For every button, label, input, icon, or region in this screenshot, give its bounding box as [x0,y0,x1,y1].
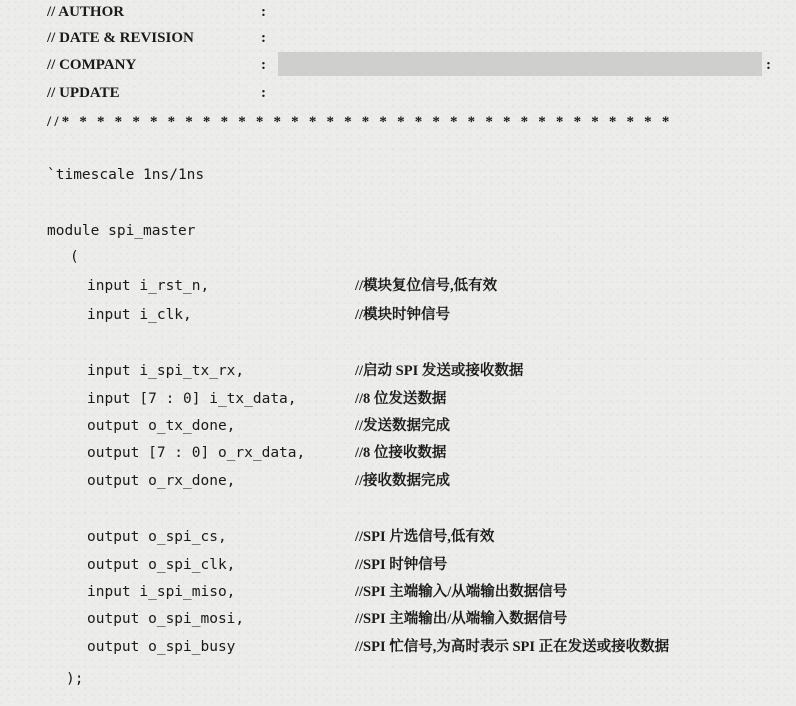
port-declaration: output [7 : 0] o_rx_data, [87,445,306,461]
module-declaration: module spi_master [47,223,196,239]
port-declaration: input [7 : 0] i_tx_data, [87,391,297,407]
port-declaration: output o_spi_cs, [87,529,227,545]
company-end-colon: : [766,57,771,73]
port-line [0,528,796,546]
author-line [0,3,266,21]
port-declaration: output o_spi_mosi, [87,611,245,627]
port-line [0,583,796,601]
author-label: // AUTHOR [47,4,125,20]
date-revision-label: // DATE & REVISION [47,30,194,46]
update-colon: : [261,85,266,101]
port-comment: //8 位接收数据 [355,445,447,461]
redacted-company-box [278,52,762,76]
port-comment: //SPI 主端输入/从端输出数据信号 [355,584,568,600]
port-line [0,610,796,628]
port-comment: //接收数据完成 [355,473,451,489]
open-paren: ( [70,249,79,265]
port-declaration: output o_tx_done, [87,418,236,434]
port-comment: //模块复位信号,低有效 [355,278,498,294]
port-line [0,444,796,462]
port-comment: //启动 SPI 发送或接收数据 [355,363,524,379]
port-line [0,362,796,380]
port-declaration: output o_rx_done, [87,473,236,489]
port-comment: //SPI 忙信号,为高时表示 SPI 正在发送或接收数据 [355,639,670,655]
close-paren: ); [66,671,84,687]
port-line [0,277,796,295]
company-line [0,56,771,74]
port-declaration: input i_rst_n, [87,278,210,294]
port-comment: //模块时钟信号 [355,307,451,323]
update-label: // UPDATE [47,85,120,101]
port-comment: //发送数据完成 [355,418,451,434]
date-revision-line [0,29,266,47]
port-line [0,390,796,408]
port-comment: //SPI 片选信号,低有效 [355,529,495,545]
update-line [0,84,266,102]
company-colon: : [261,57,266,73]
port-comment: //SPI 主端输出/从端输入数据信号 [355,611,568,627]
date-revision-colon: : [261,30,266,46]
author-colon: : [261,4,266,20]
port-declaration: input i_clk, [87,307,192,323]
timescale-directive: `timescale 1ns/1ns [47,167,205,183]
port-line [0,472,796,490]
port-line [0,556,796,574]
port-declaration: input i_spi_tx_rx, [87,363,245,379]
company-label: // COMPANY [47,57,137,73]
port-line [0,417,796,435]
port-line [0,638,796,656]
port-declaration: input i_spi_miso, [87,584,236,600]
port-comment: //SPI 时钟信号 [355,557,448,573]
port-declaration: output o_spi_busy [87,639,236,655]
port-comment: //8 位发送数据 [355,391,447,407]
port-declaration: output o_spi_clk, [87,557,236,573]
star-separator: //* * * * * * * * * * * * * * * * * * * * * * * * * * * * * * * * * * * [47,114,673,130]
port-line [0,306,796,324]
